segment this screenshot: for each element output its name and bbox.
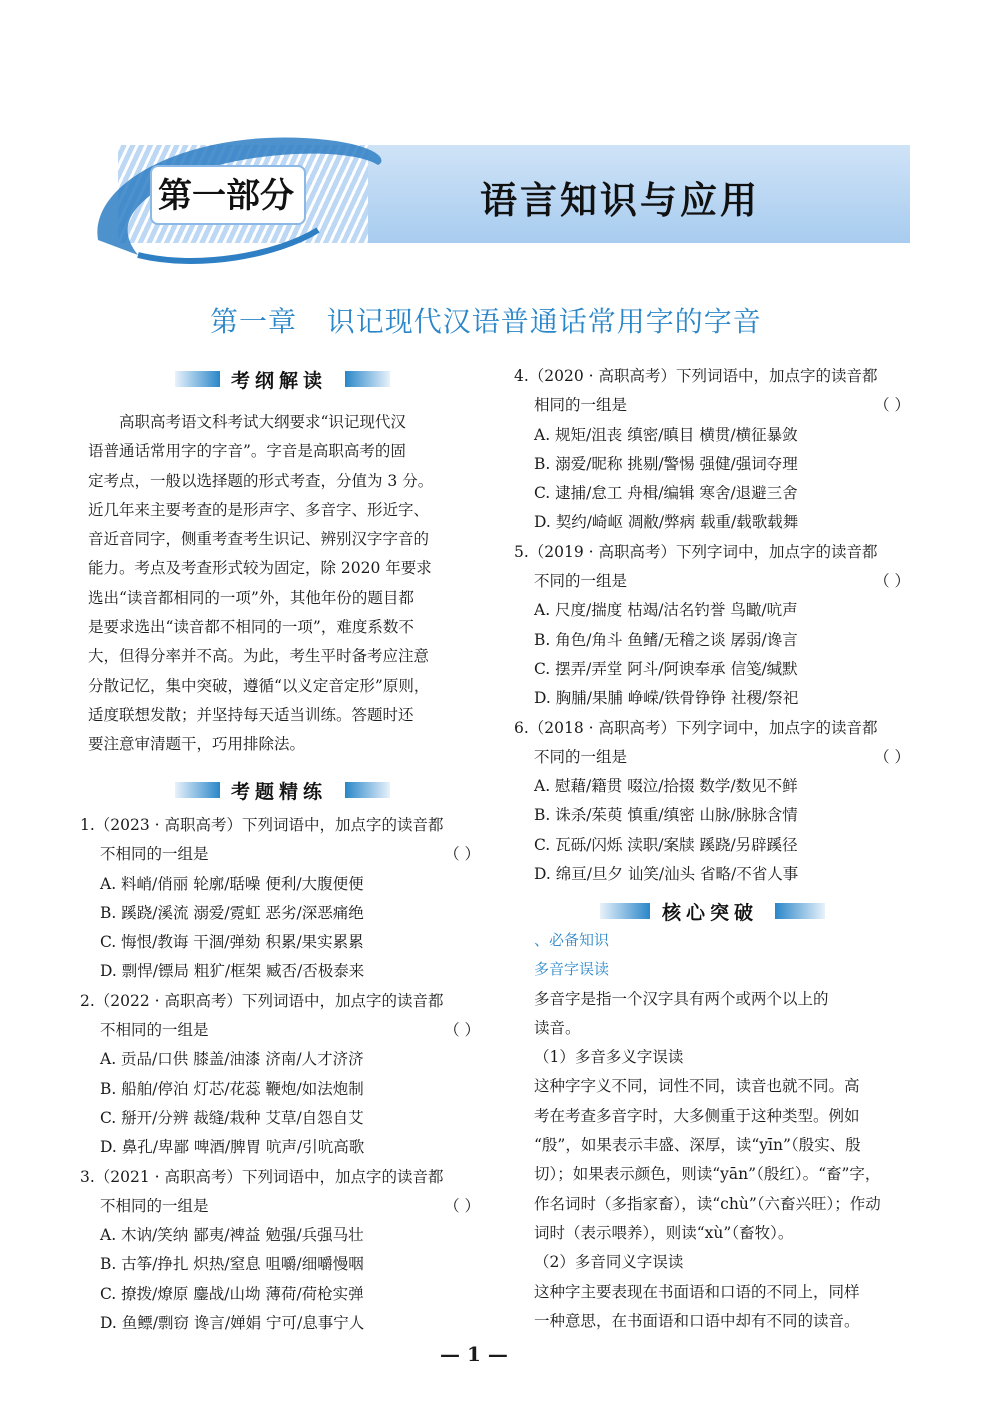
questions-left (80, 811, 480, 1338)
answer-paren: （ ） (874, 572, 910, 591)
section-head-syllabus (175, 366, 395, 392)
syllabus-line: 近几年来主要考查的是形声字、多音字、形近字、 (88, 500, 430, 519)
answer-paren: （ ） (874, 396, 910, 415)
option: A. 木讷/笑纳 鄙夷/裨益 勉强/兵强马壮 (100, 1226, 364, 1245)
option: D. 剽悍/镖局 粗犷/框架 臧否/否极泰来 (100, 962, 365, 981)
option: B. 船舶/停泊 灯芯/花蕊 鞭炮/如法炮制 (100, 1079, 364, 1098)
core-label-polyphone: 多音字误读 (534, 960, 610, 979)
option: A. 规矩/沮丧 缜密/瞋目 横贯/横征暴敛 (534, 425, 798, 444)
syllabus-line: 是要求选出“读音都不相同的一项”，难度系数不 (88, 618, 414, 637)
question-stem: 5.（2019 · 高职高考）下列字词中，加点字的读音都 (514, 542, 878, 561)
syllabus-text (88, 408, 480, 760)
question-stem: 2.（2022 · 高职高考）下列词语中，加点字的读音都 (80, 991, 444, 1010)
option: C. 撩拨/燎原 鏖战/山坳 薄荷/荷枪实弹 (100, 1284, 364, 1303)
question (80, 811, 480, 987)
core-intro: 多音字是指一个汉字具有两个或两个以上的 (534, 989, 829, 1008)
question (514, 362, 910, 538)
answer-paren: （ ） (444, 1196, 480, 1215)
core-section (534, 926, 910, 1336)
question (514, 714, 910, 890)
answer-paren: （ ） (874, 747, 910, 766)
section-head-core (600, 898, 830, 924)
syllabus-line: 选出“读音都相同的一项”外，其他年份的题目都 (88, 588, 414, 607)
core-body: “殷”，如果表示丰盛、深厚，读“yīn”（殷实、殷 (534, 1136, 861, 1155)
question (80, 987, 480, 1163)
syllabus-line: 音近音同字，侧重考查考生识记、辨别汉字字音的 (88, 530, 430, 549)
questions-right (514, 362, 910, 889)
core-body: 词时（表示喂养），则读“xù”（畜牧）。 (534, 1223, 794, 1242)
question-stem-cont: 不相同的一组是 （ ） (80, 840, 480, 869)
core-subheading: （1）多音多义字误读 (534, 1048, 684, 1067)
option: D. 契约/崎岖 凋敝/弊病 载重/载歌载舞 (534, 513, 799, 532)
option: A. 贡品/口供 膝盖/油漆 济南/人才济济 (100, 1050, 364, 1069)
option: B. 诛杀/茱萸 慎重/缜密 山脉/脉脉含情 (534, 806, 798, 825)
option: D. 鼻孔/卑鄙 啤酒/脾胃 吭声/引吭高歌 (100, 1138, 365, 1157)
answer-paren: （ ） (444, 1021, 480, 1040)
section-head-exercises (175, 777, 395, 803)
question (514, 538, 910, 714)
option: C. 逮捕/怠工 舟楫/编辑 寒舍/退避三舍 (534, 484, 798, 503)
option: B. 溺爱/昵称 挑剔/警惕 强健/强词夺理 (534, 454, 798, 473)
option: C. 悔恨/教诲 干涸/弹劾 积累/果实累累 (100, 933, 364, 952)
question-stem-cont: 不相同的一组是 （ ） (80, 1016, 480, 1045)
option: C. 瓦砾/闪烁 渎职/案牍 蹊跷/另辟蹊径 (534, 835, 798, 854)
section-title-syllabus: 考纲解读 (231, 370, 328, 392)
syllabus-line: 高职高考语文科考试大纲要求“识记现代汉 (119, 413, 406, 431)
question-stem: 4.（2020 · 高职高考）下列词语中，加点字的读音都 (514, 367, 878, 385)
question (80, 1163, 480, 1339)
syllabus-line: 分散记忆，集中突破，遵循“以义定音定形”原则， (88, 676, 430, 695)
option: D. 鱼鳔/剽窃 谗言/婵娟 宁可/息事宁人 (100, 1314, 365, 1333)
option: C. 摆弄/弄堂 阿斗/阿谀奉承 信笺/缄默 (534, 659, 798, 678)
core-intro: 读音。 (534, 1018, 581, 1037)
core-subheading: （2）多音同义字误读 (534, 1253, 684, 1272)
page-number: — 1 — (440, 1342, 508, 1366)
option: B. 角色/角斗 鱼鳍/无稽之谈 孱弱/谗言 (534, 630, 798, 649)
question-stem-cont: 相同的一组是 （ ） (514, 391, 910, 420)
core-body: 切）；如果表示颜色，则读“yān”（殷红）。“畜”字， (534, 1165, 881, 1184)
part-title: 语言知识与应用 (480, 179, 760, 222)
syllabus-line: 定考点，一般以选择题的形式考查，分值为 3 分。 (88, 471, 434, 490)
part-label: 第一部分 (158, 176, 294, 216)
syllabus-line: 适度联想发散；并坚持每天适当训练。答题时还 (88, 705, 414, 724)
option: A. 慰藉/籍贯 啜泣/拾掇 数学/数见不鲜 (534, 777, 798, 796)
core-body: 作名词时（多指家畜），读“chù”（六畜兴旺）；作动 (534, 1194, 881, 1213)
question-stem: 3.（2021 · 高职高考）下列词语中，加点字的读音都 (80, 1167, 444, 1186)
option: D. 胸脯/果脯 峥嵘/铁骨铮铮 社稷/祭祀 (534, 689, 799, 708)
question-stem-cont: 不同的一组是 （ ） (514, 567, 910, 596)
option: C. 掰开/分辨 裁缝/栽种 艾草/自怨自艾 (100, 1108, 364, 1127)
core-label-knowledge: 、必备知识 (534, 931, 610, 949)
answer-paren: （ ） (444, 845, 480, 864)
core-body: 这种字主要表现在书面语和口语的不同上，同样 (534, 1282, 860, 1301)
core-body: 这种字字义不同，词性不同，读音也就不同。高 (534, 1077, 860, 1096)
core-body: 考在考查多音字时，大多侧重于这种类型。例如 (534, 1106, 860, 1125)
question-stem-cont: 不同的一组是 （ ） (514, 743, 910, 772)
syllabus-line: 大，但得分率并不高。为此，考生平时备考应注意 (88, 647, 430, 666)
syllabus-line: 能力。考点及考查形式较为固定，除 2020 年要求 (88, 559, 432, 578)
syllabus-line: 语普通话常用字的字音”。字音是高职高考的固 (88, 442, 406, 461)
section-title-core: 核心突破 (662, 902, 759, 924)
chapter-title: 第一章 识记现代汉语普通话常用字的字音 (210, 305, 762, 338)
option: B. 古筝/挣扎 炽热/窒息 咀嚼/细嚼慢咽 (100, 1255, 364, 1274)
question-stem-cont: 不相同的一组是 （ ） (80, 1192, 480, 1221)
syllabus-line: 要注意审清题干，巧用排除法。 (88, 735, 306, 754)
question-stem: 1.（2023 · 高职高考）下列词语中，加点字的读音都 (80, 816, 444, 834)
option: B. 蹊跷/溪流 溺爱/霓虹 恶劣/深恶痛绝 (100, 903, 364, 922)
question-stem: 6.（2018 · 高职高考）下列字词中，加点字的读音都 (514, 718, 878, 737)
section-title-exercises: 考题精练 (231, 781, 328, 803)
option: A. 料峭/俏丽 轮廓/聒噪 便利/大腹便便 (100, 874, 364, 893)
option: A. 尺度/揣度 枯竭/沽名钓誉 鸟瞰/吭声 (534, 601, 798, 620)
option: D. 绵亘/旦夕 讪笑/汕头 省略/不省人事 (534, 865, 799, 884)
core-body: 一种意思，在书面语和口语中却有不同的读音。 (534, 1311, 860, 1330)
